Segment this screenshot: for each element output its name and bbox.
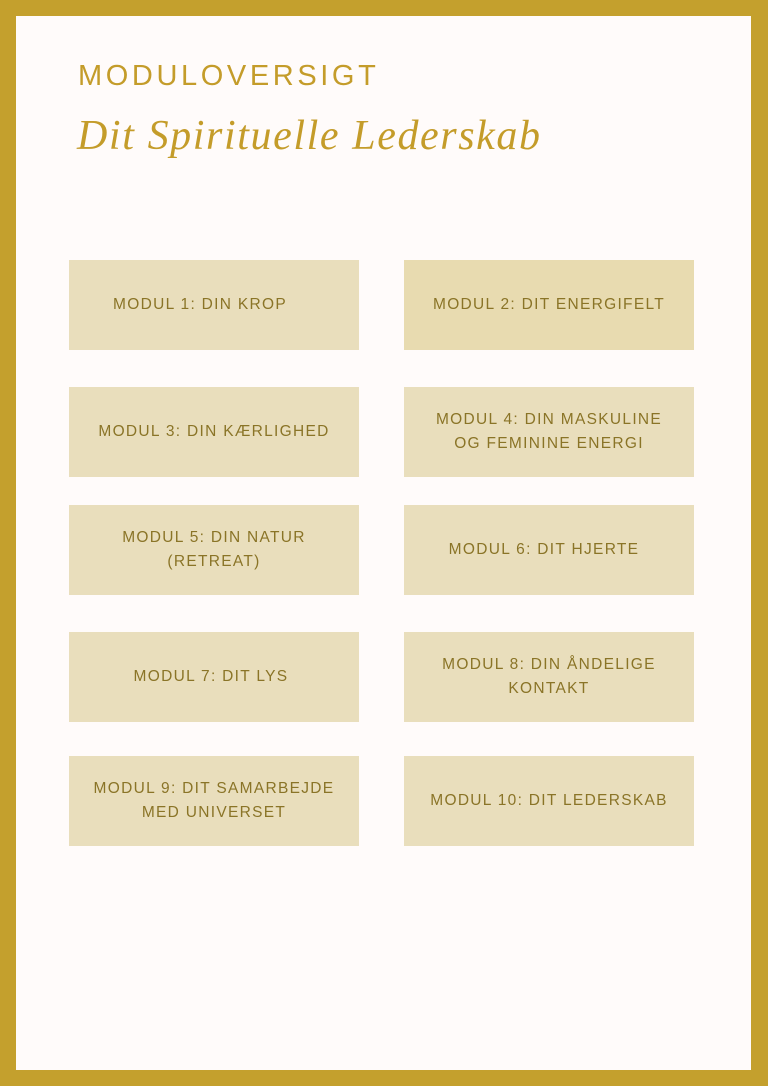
- module-label: MODUL 1: DIN KROP: [113, 296, 287, 313]
- module-card-5: [69, 505, 359, 595]
- module-label: MODUL 9: DIT SAMARBEJDE MED UNIVERSET: [93, 780, 335, 821]
- module-label: MODUL 7: DIT LYS: [133, 668, 289, 685]
- module-card-10: [404, 756, 694, 846]
- module-card-6: [404, 505, 694, 595]
- module-label: MODUL 10: DIT LEDERSKAB: [430, 792, 668, 809]
- module-label: MODUL 2: DIT ENERGIFELT: [432, 296, 665, 313]
- module-label: MODUL 3: DIN KÆRLIGHED: [98, 423, 330, 440]
- module-label: MODUL 5: DIN NATUR (RETREAT): [122, 529, 306, 570]
- module-label: MODUL 4: DIN MASKULINE OG FEMININE ENERGI: [435, 411, 663, 452]
- module-card-8: [404, 632, 694, 722]
- module-card-2: [404, 260, 694, 350]
- module-label: MODUL 6: DIT HJERTE: [448, 541, 640, 558]
- module-card-9: [69, 756, 359, 846]
- module-card-4: [404, 387, 694, 477]
- page-title: Dit Spirituelle Lederskab: [77, 113, 542, 159]
- module-card-3: [69, 387, 359, 477]
- module-label: MODUL 8: DIN ÅNDELIGE KONTAKT: [442, 656, 656, 697]
- page: [16, 16, 751, 1070]
- module-card-7: [69, 632, 359, 722]
- eyebrow-heading: MODULOVERSIGT: [78, 60, 380, 92]
- module-card-1: [69, 260, 359, 350]
